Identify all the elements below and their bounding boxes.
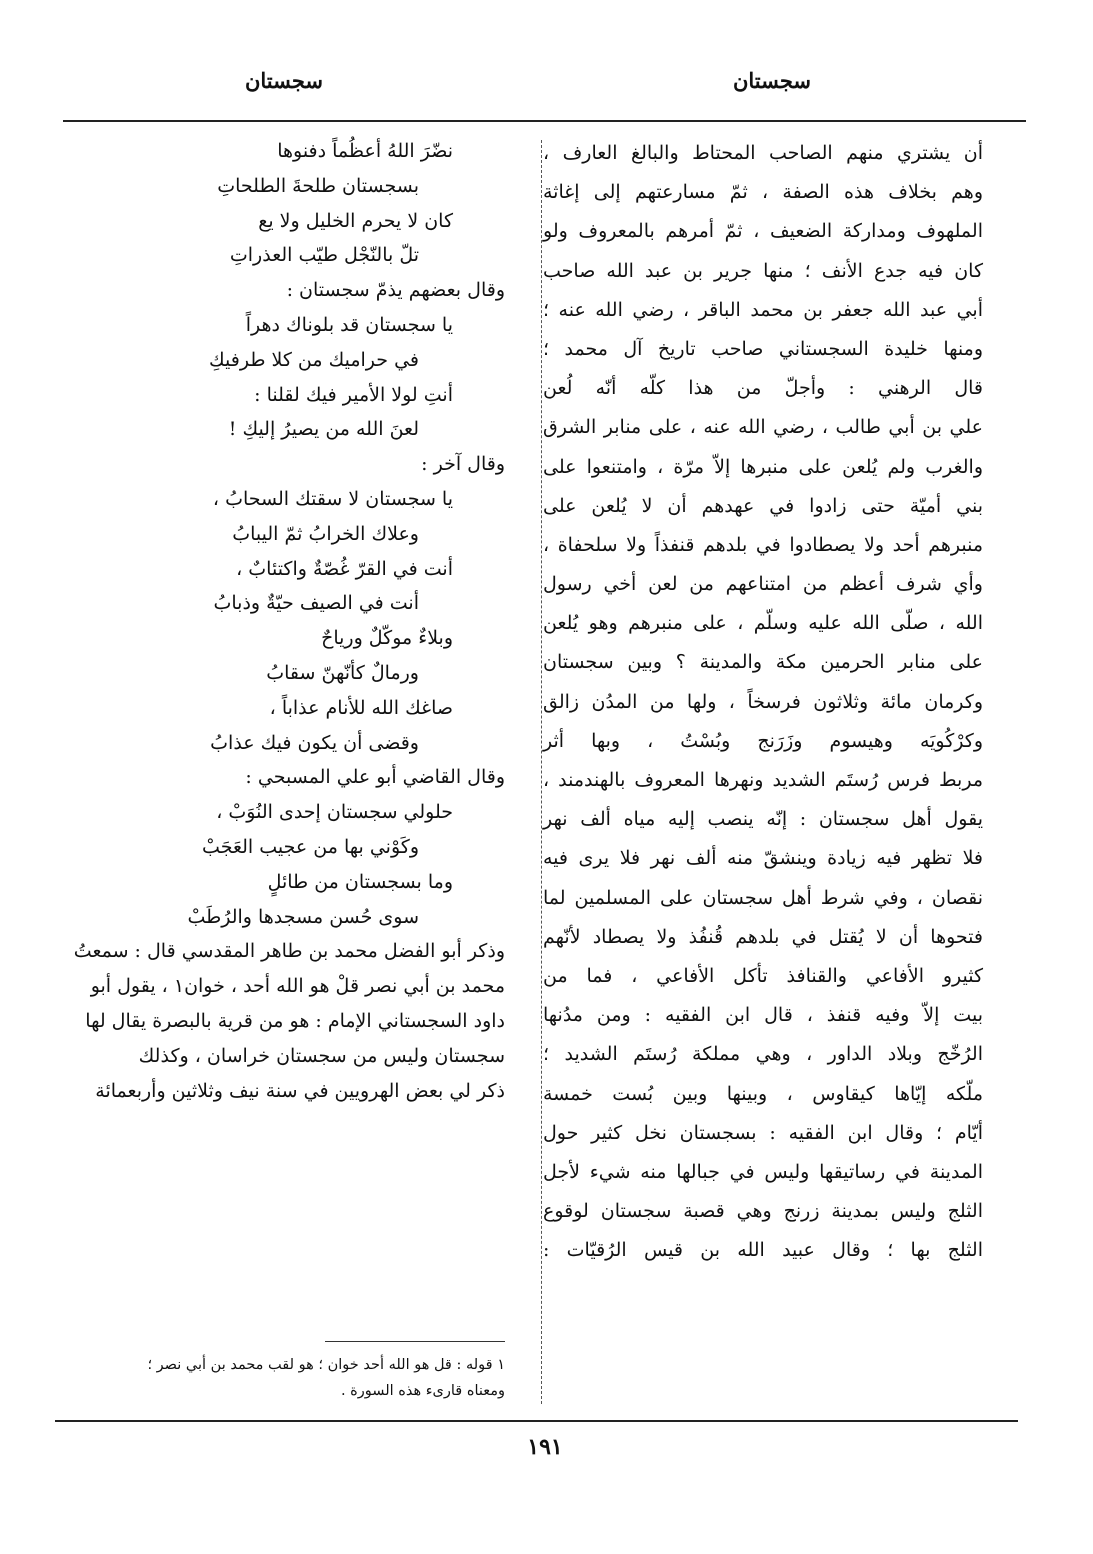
text-line: يقول أهل سجستان : إنّه ينصب إليه مياه ألف نهر (543, 808, 983, 831)
verse-line: سوى حُسن مسجدها والرُطَبْ (187, 905, 419, 928)
text-line: على منابر الحرمين مكة والمدينة ؟ وبين سجستان (543, 651, 983, 674)
footer-rule (55, 1420, 1018, 1422)
verse-line: وبلاءٌ موكّلٌ ورياحٌ (321, 627, 453, 650)
verse-line: وكَوْني بها من عجيب العَجَبْ (202, 835, 419, 858)
footnote-rule (325, 1341, 505, 1342)
verse-line: أنت في الصيف حيّةٌ وذبابُ (213, 592, 419, 615)
text-line: بيت إلاّ وفيه قنفذ ، قال ابن الفقيه : ومن مدُنها (543, 1004, 983, 1027)
text-line: ملّكه إيّاها كيقاوس ، وبينها وبين بُست خمسة (543, 1082, 983, 1105)
text-line: كان فيه جدع الأنف ؛ منها جرير بن عبد الله صاحب (543, 259, 983, 282)
text-line: وهم بخلاف هذه الصفة ، ثمّ مسارعتهم إلى إغاثة (543, 181, 983, 204)
verse-line: صاغك الله للأنام عذاباً ، (269, 696, 453, 719)
text-line: أن يشتري منهم الصاحب المحتاط والبالغ العارف ، (543, 142, 983, 164)
verse-line: يا سجستان لا سقتك السحابُ ، (212, 487, 453, 510)
text-line: محمد بن أبي نصر قلْ هو الله أحد ، خوان١ ، يقول أبو (90, 975, 505, 998)
page-number: ١٩١ (527, 1434, 563, 1460)
text-line: منبرهم أحد ولا يصطادوا في بلدهم قنفذاً ولا سلحفاة ، (543, 533, 983, 556)
verse-line: نضّرَ اللهُ أعظُماً دفنوها (277, 140, 453, 162)
verse-line: أنتِ لولا الأمير فيك لقلنا : (254, 383, 453, 406)
column-divider (541, 140, 542, 1404)
text-line: ذكر لي بعض الهرويين في سنة نيف وثلاثين وأربعمائة (95, 1079, 505, 1102)
text-line: كثيرو الأفاعي والقنافذ تأكل الأفاعي ، فما من (543, 964, 983, 987)
text-line: أبي عبد الله جعفر بن محمد الباقر ، رضي الله عنه ؛ (543, 298, 983, 321)
text-line: الله ، صلّى الله عليه وسلّم ، على منبرهم وهو يُلعن (543, 612, 983, 635)
footnote-line: ومعناه قارىء هذه السورة . (340, 1383, 505, 1399)
text-line: وقال آخر : (421, 453, 505, 476)
verse-line: كان لا يحرم الخليل ولا يع (258, 209, 453, 232)
verse-line: لعنَ الله من يصيرُ إليكِ ! (228, 418, 419, 441)
text-line: داود السجستاني الإمام : هو من قرية بالبصرة يقال لها (85, 1009, 505, 1032)
text-line: الثلج بها ؛ وقال عبيد الله بن قيس الرُقيّات : (543, 1239, 983, 1262)
verse-line: بسجستان طلحةَ الطلحاتِ (217, 174, 419, 197)
verse-line: في حراميك من كلا طرفيكِ (209, 348, 419, 371)
text-line: علي بن أبي طالب ، رضي الله عنه ، على منابر الشرق (543, 416, 983, 439)
text-line: فلا تظهر فيه زيادة وينشقّ منه ألف نهر فلا يرى فيه (543, 847, 983, 870)
text-line: وكرْكُويَه وهيسوم وزَرَنج وبُسْتُ ، وبها أثر (543, 729, 983, 752)
text-line: وذكر أبو الفضل محمد بن طاهر المقدسي قال : سمعتُ (73, 940, 505, 963)
text-line: المدينة في رساتيقها وليس في جبالها منه شيء لأجل (543, 1160, 983, 1183)
verse-line: ورمالٌ كأنّهنّ سقابُ (266, 661, 419, 684)
verse-line: وعلاك الخرابُ ثمّ اليبابُ (232, 522, 419, 545)
footnotes (67, 1352, 505, 1404)
verse-line: وما بسجستان من طائلٍ (267, 870, 453, 893)
text-line: قال الرهني : وأجلّ من هذا كلّه أنّه لُعن (543, 377, 983, 400)
verse-line: تلّ بالنّجْل طيّب العذراتِ (229, 244, 419, 267)
text-line: والغرب ولم يُلعن على منبرها إلاّ مرّة ، وامتنعوا على (543, 455, 983, 478)
text-line: وكرمان مائة وثلاثون فرسخاً ، ولها من المدُن زالق (543, 690, 983, 713)
right-column (543, 134, 983, 1270)
header-rule (63, 120, 1026, 122)
text-line: وأي شرف أعظم من امتناعهم من لعن أخي رسول (543, 573, 983, 596)
running-header-left: سجستان (244, 68, 323, 93)
text-line: الرُخّج وبلاد الداور ، وهي مملكة رُستَم الشديد ؛ (543, 1043, 983, 1066)
text-line: وقال القاضي أبو علي المسبحي : (245, 766, 505, 789)
text-line: فتحوها أن لا يُقتل في بلدهم قُنفُذ ولا يصطاد لأنّهم (543, 925, 983, 948)
verse-line: يا سجستان قد بلوناك دهراً (245, 313, 453, 336)
text-line: أيّام ؛ وقال ابن الفقيه : بسجستان نخل كثير حول (543, 1121, 983, 1144)
verse-line: أنت في القرّ غُصّةٌ واكتئابٌ ، (236, 557, 453, 580)
text-line: نقصان ، وفي شرط أهل سجستان على المسلمين لما (543, 886, 983, 909)
verse-line: حلولي سجستان إحدى النُوَبْ ، (216, 801, 453, 824)
text-line: وقال بعضهم يذمّ سجستان : (286, 279, 505, 302)
text-line: الملهوف ومداركة الضعيف ، ثمّ أمرهم بالمعروف ولو (543, 220, 983, 243)
verse-line: وقضى أن يكون فيك عذابُ (210, 731, 419, 754)
text-line: الثلج وليس بمدينة زرنج وهي قصبة سجستان لوقوع (543, 1200, 983, 1223)
text-line: ومنها خليدة السجستاني صاحب تاريخ آل محمد ؛ (543, 337, 983, 360)
text-line: سجستان وليس من سجستان خراسان ، وكذلك (138, 1044, 505, 1067)
text-line: بني أميّة حتى زادوا في عهدهم أن لا يُلعن على (543, 494, 983, 517)
left-column (67, 134, 505, 1108)
footnote-line: ١ قوله : قل هو الله أحد خوان ؛ هو لقب محمد بن أبي نصر ؛ (147, 1357, 505, 1373)
text-line: مربط فرس رُستَم الشديد ونهرها المعروف بالهندمند ، (543, 769, 983, 791)
running-header-right: سجستان (732, 68, 811, 93)
